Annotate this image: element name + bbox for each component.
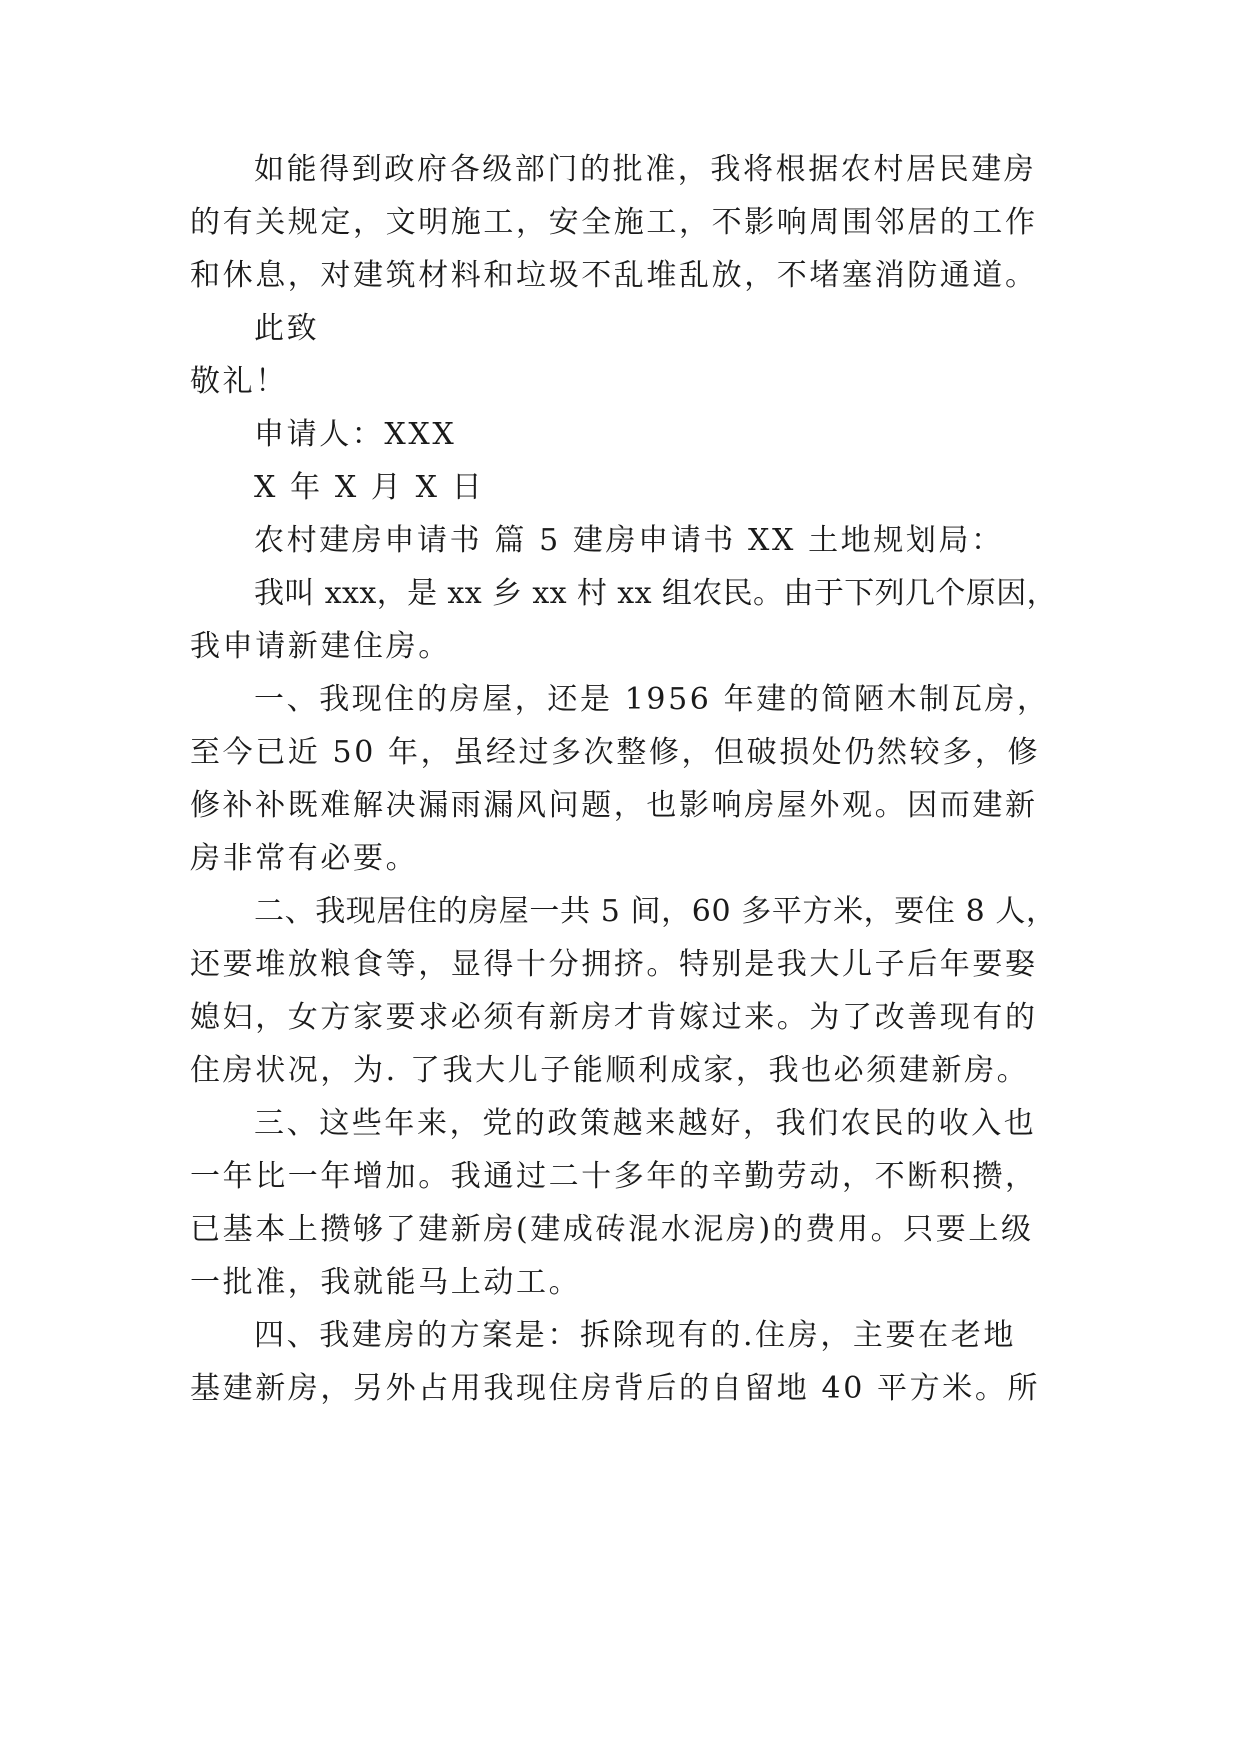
paragraph-line: 的有关规定，文明施工，安全施工，不影响周围邻居的工作	[190, 205, 1038, 240]
closing-regards: 敬礼！	[190, 364, 288, 399]
applicant-signature: 申请人：XXX	[254, 417, 457, 452]
paragraph-line: 已基本上攒够了建新房(建成砖混水泥房)的费用。只要上级	[190, 1212, 1034, 1247]
paragraph-line: 一、我现住的房屋，还是 1956 年建的简陋木制瓦房，	[254, 682, 1050, 717]
closing-salutation: 此致	[254, 311, 320, 346]
paragraph-line: 和休息，对建筑材料和垃圾不乱堆乱放，不堵塞消防通道。	[190, 258, 1038, 293]
date-line: X 年 X 月 X 日	[254, 470, 485, 505]
paragraph-line: 三、这些年来，党的政策越来越好，我们农民的收入也	[254, 1106, 1037, 1141]
paragraph-line: 修补补既难解决漏雨漏风问题，也影响房屋外观。因而建新	[190, 788, 1038, 823]
paragraph-line: 一年比一年增加。我通过二十多年的辛勤劳动，不断积攒，	[190, 1159, 1038, 1194]
paragraph-line: 如能得到政府各级部门的批准，我将根据农村居民建房	[254, 152, 1037, 187]
section-heading: 农村建房申请书 篇 5 建房申请书 XX 土地规划局：	[254, 523, 1004, 558]
paragraph-line: 还要堆放粮食等，显得十分拥挤。特别是我大儿子后年要娶	[190, 947, 1038, 982]
paragraph-line: 我叫 xxx，是 xx 乡 xx 村 xx 组农民。由于下列几个原因，	[254, 576, 1058, 611]
paragraph-line: 二、我现居住的房屋一共 5 间，60 多平方米，要住 8 人，	[254, 894, 1057, 929]
paragraph-line: 媳妇，女方家要求必须有新房才肯嫁过来。为了改善现有的	[190, 1000, 1038, 1035]
paragraph-line: 至今已近 50 年，虽经过多次整修，但破损处仍然较多，修	[190, 735, 1041, 770]
paragraph-line: 四、我建房的方案是：拆除现有的.住房，主要在老地	[254, 1318, 1016, 1353]
paragraph-line: 我申请新建住房。	[190, 629, 451, 664]
paragraph-line: 一批准，我就能马上动工。	[190, 1265, 582, 1300]
paragraph-line: 房非常有必要。	[190, 841, 419, 876]
paragraph-line: 住房状况，为. 了我大儿子能顺利成家，我也必须建新房。	[190, 1053, 1030, 1088]
paragraph-line: 基建新房，另外占用我现住房背后的自留地 40 平方米。所	[190, 1371, 1041, 1406]
